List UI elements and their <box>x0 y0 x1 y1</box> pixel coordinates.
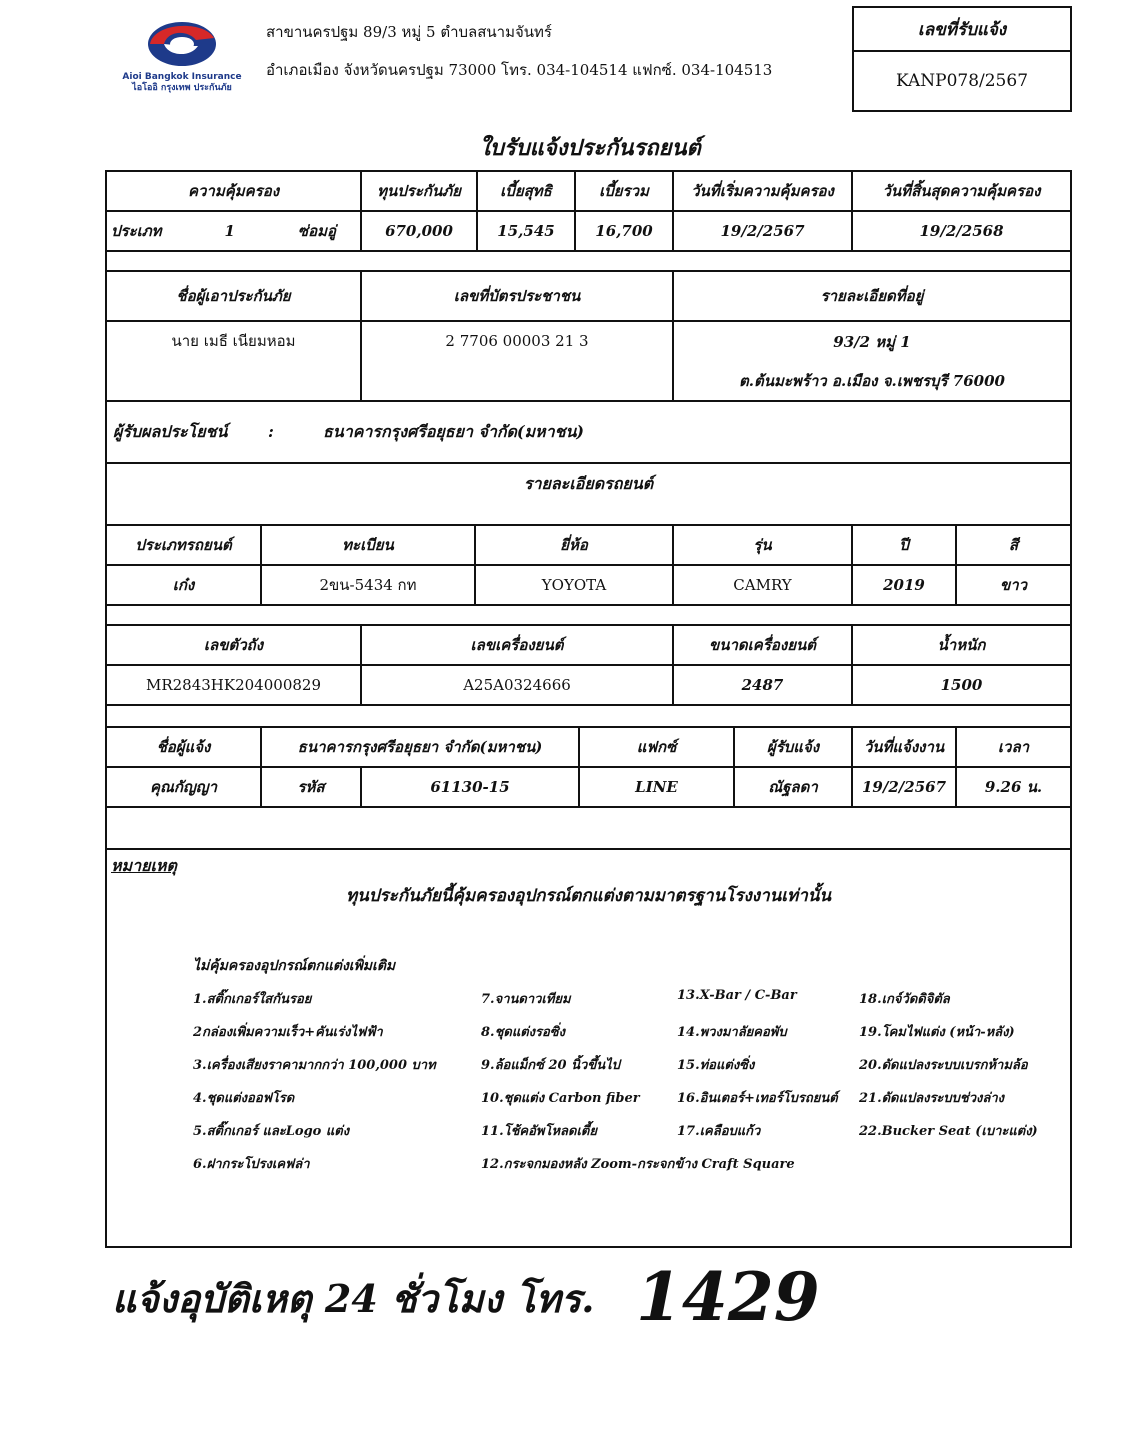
plate-header: ทะเบียน <box>262 526 476 564</box>
receiver-label: ผู้รับแจ้ง <box>735 728 853 766</box>
form-frame <box>105 170 1072 1248</box>
coverage-type-cell <box>107 212 362 250</box>
fax-value: LINE <box>580 768 735 806</box>
beneficiary-row <box>107 402 1070 464</box>
notifier-name-value: ธนาคารกรุงศรีอยุธยา จำกัด(มหาชน) <box>262 728 580 766</box>
vehicle-section-title: รายละเอียดรถยนต์ <box>523 474 654 493</box>
company-logo <box>118 18 246 98</box>
exclusion-item: 12.กระจกมองหลัง Zoom-กระจกข้าง Craft Square <box>481 1157 795 1172</box>
type-value: 1 <box>224 222 235 240</box>
reference-box <box>852 6 1072 112</box>
id-card-header: เลขที่บัตรประชาชน <box>362 272 674 320</box>
exclusion-item: 1.สติ๊กเกอร์ใสกันรอย <box>193 992 312 1007</box>
notifier-value-row <box>107 768 1070 808</box>
address-value <box>674 322 1070 400</box>
weight-header: น้ำหนัก <box>937 636 986 654</box>
branch-address-line2: อำเภอเมือง จังหวัดนครปฐม 73000 โทร. 034-104514 แฟกซ์. 034-104513 <box>266 61 773 79</box>
vehicle-header-row <box>107 526 1070 566</box>
spacer-row <box>107 606 1070 626</box>
spacer-row <box>107 706 1070 728</box>
branch-address-line1: สาขานครปฐม 89/3 หมู่ 5 ตำบลสนามจันทร์ <box>266 23 552 41</box>
end-date-header: วันที่สิ้นสุดความคุ้มครอง <box>882 182 1041 200</box>
insured-value-row <box>107 322 1070 402</box>
color-header: สี <box>1008 536 1019 554</box>
insured-name-value: นาย เมธี เนียมหอม <box>107 322 362 400</box>
exclusion-item: 19.โคมไฟแต่ง (หน้า-หลัง) <box>859 1025 1015 1040</box>
brand-name-en: Aioi Bangkok Insurance <box>122 72 242 82</box>
hotline-number: 1429 <box>636 1258 820 1336</box>
notes-main-text: ทุนประกันภัยนี้คุ้มครองอุปกรณ์ตกแต่งตามมาตรฐานโรงงานเท่านั้น <box>345 886 832 906</box>
start-date-value: 19/2/2567 <box>674 212 853 250</box>
engine-value-row <box>107 666 1070 706</box>
exclusion-item: 6.ฝากระโปรงเคฟล่า <box>193 1157 310 1172</box>
engine-size-value: 2487 <box>674 666 853 704</box>
exclusion-item: 15.ท่อแต่งซิ่ง <box>677 1058 755 1073</box>
vehicle-type-header: ประเภทรถยนต์ <box>107 526 262 564</box>
net-premium-header: เบี้ยสุทธิ <box>478 172 576 210</box>
exclusion-item: 5.สติ๊กเกอร์ และLogo แต่ง <box>193 1124 350 1139</box>
receiver-value: ณัฐลดา <box>735 768 853 806</box>
beneficiary-label: ผู้รับผลประโยชน์ <box>113 422 228 442</box>
exclusion-item: 14.พวงมาลัยคอพับ <box>677 1025 787 1040</box>
model-value: CAMRY <box>674 566 853 604</box>
exclusion-item: 22.Bucker Seat (เบาะแต่ง) <box>859 1124 1038 1139</box>
exclusion-item: 21.ดัดแปลงระบบช่วงล่าง <box>859 1091 1004 1106</box>
end-date-value: 19/2/2568 <box>919 222 1004 240</box>
exclusion-item: 10.ชุดแต่ง Carbon fiber <box>481 1091 640 1106</box>
brand-header: ยี่ห้อ <box>476 526 674 564</box>
address-line1: 93/2 หมู่ 1 <box>833 332 911 351</box>
plate-value: 2ขน-5434 กท <box>262 566 476 604</box>
reference-number: KANP078/2567 <box>895 71 1029 91</box>
year-value: 2019 <box>853 566 957 604</box>
notifier-header-row <box>107 728 1070 768</box>
notify-time-label: เวลา <box>997 738 1030 756</box>
exclusion-item: 9.ล้อแม็กซ์ 20 นิ้วขึ้นไป <box>481 1058 620 1073</box>
chassis-header: เลขตัวถัง <box>107 626 362 664</box>
model-header: รุ่น <box>674 526 853 564</box>
notify-date-value: 19/2/2567 <box>853 768 957 806</box>
net-premium-value: 15,545 <box>478 212 576 250</box>
total-premium-header: เบี้ยรวม <box>576 172 674 210</box>
notifier-name-label: ชื่อผู้แจ้ง <box>107 728 262 766</box>
exclusion-item: 11.โช้คอัพโหลดเตี้ย <box>481 1124 597 1139</box>
coverage-value-row <box>107 212 1070 252</box>
hotline-label: แจ้งอุบัติเหตุ 24 ชั่วโมง โทร. <box>112 1276 595 1321</box>
reference-label: เลขที่รับแจ้ง <box>854 8 1070 52</box>
document-title: ใบรับแจ้งประกันรถยนต์ <box>479 135 701 161</box>
chassis-value: MR2843HK204000829 <box>107 666 362 704</box>
code-value: 61130-15 <box>362 768 580 806</box>
contact-name: คุณกัญญา <box>107 768 262 806</box>
code-label: รหัส <box>262 768 362 806</box>
exclusion-item: 13.X-Bar / C-Bar <box>677 988 797 1003</box>
sum-insured-header: ทุนประกันภัย <box>362 172 478 210</box>
vehicle-value-row <box>107 566 1070 606</box>
type-label: ประเภท <box>111 222 162 240</box>
vehicle-section-row <box>107 464 1070 526</box>
repair-type: ซ่อมอู่ <box>297 222 336 240</box>
exclusion-item: 8.ชุดแต่งรอซิ่ง <box>481 1025 565 1040</box>
beneficiary-cell <box>107 402 1070 462</box>
spacer-row <box>107 252 1070 272</box>
spacer-row <box>107 808 1070 850</box>
address-header: รายละเอียดที่อยู่ <box>820 287 924 305</box>
brand-value: YOYOTA <box>476 566 674 604</box>
notify-date-label: วันที่แจ้งงาน <box>853 728 957 766</box>
beneficiary-value: ธนาคารกรุงศรีอยุธยา จำกัด(มหาชน) <box>323 422 584 442</box>
exclusion-item: 17.เคลือบแก้ว <box>677 1124 761 1139</box>
notes-heading: หมายเหตุ <box>111 856 177 875</box>
brand-name-th: ไอโออิ กรุงเทพ ประกันภัย <box>132 83 232 93</box>
notify-time-value: 9.26 น. <box>984 778 1043 796</box>
insured-name-header: ชื่อผู้เอาประกันภัย <box>107 272 362 320</box>
aioi-logo-icon <box>144 18 220 70</box>
exclusion-item: 20.ดัดแปลงระบบเบรกห้ามล้อ <box>859 1058 1028 1073</box>
vehicle-type-value: เก๋ง <box>107 566 262 604</box>
color-value: ขาว <box>999 576 1028 594</box>
id-card-value: 2 7706 00003 21 3 <box>362 322 674 400</box>
engine-size-header: ขนาดเครื่องยนต์ <box>674 626 853 664</box>
weight-value: 1500 <box>940 676 983 694</box>
insured-header-row <box>107 272 1070 322</box>
beneficiary-colon: : <box>268 422 274 442</box>
engine-header-row <box>107 626 1070 666</box>
total-premium-value: 16,700 <box>576 212 674 250</box>
exclusion-item: 7.จานดาวเทียม <box>481 992 571 1007</box>
coverage-header: ความคุ้มครอง <box>107 172 362 210</box>
fax-label: แฟกซ์ <box>580 728 735 766</box>
year-header: ปี <box>853 526 957 564</box>
exclusion-item: 4.ชุดแต่งออฟโรด <box>193 1091 295 1106</box>
address-line2: ต.ต้นมะพร้าว อ.เมือง จ.เพชรบุรี 76000 <box>739 371 1005 390</box>
sum-insured-value: 670,000 <box>362 212 478 250</box>
exclusion-item: 2กล่องเพิ่มความเร็ว+คันเร่งไฟฟ้า <box>193 1025 383 1040</box>
exclusion-heading: ไม่คุ้มครองอุปกรณ์ตกแต่งเพิ่มเติม <box>193 958 396 974</box>
exclusion-item: 16.อินเตอร์+เทอร์โบรถยนต์ <box>677 1091 838 1106</box>
coverage-header-row <box>107 172 1070 212</box>
start-date-header: วันที่เริ่มความคุ้มครอง <box>674 172 853 210</box>
engine-no-value: A25A0324666 <box>362 666 674 704</box>
exclusion-item: 3.เครื่องเสียงราคามากกว่า 100,000 บาท <box>193 1058 436 1073</box>
engine-no-header: เลขเครื่องยนต์ <box>362 626 674 664</box>
exclusion-item: 18.เกจ์วัดดิจิตัล <box>859 992 950 1007</box>
